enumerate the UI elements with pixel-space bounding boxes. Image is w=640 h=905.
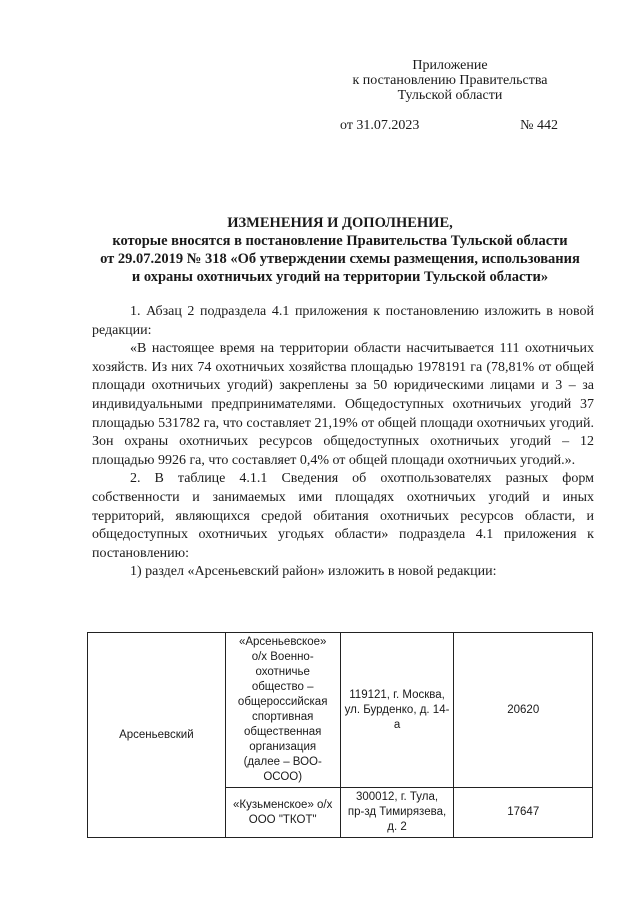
area-cell: 17647 — [454, 788, 593, 838]
title-line: от 29.07.2019 № 318 «Об утверждении схемы размещения, использования — [100, 251, 580, 267]
paragraph: 2. В таблице 4.1.1 Сведения об охотпользователях разных форм собственности и занимаемых ими площадях охотничьих угодий и иных территорий, являющихся средой обитания охотничьих ресурсов области, и общедоступных охотничьих угодьях области» подраздела 4.1 приложения к постановлению: — [92, 471, 594, 561]
title-line: ИЗМЕНЕНИЯ И ДОПОЛНЕНИЕ, — [227, 215, 453, 231]
appendix-line: Приложение — [412, 58, 488, 73]
address-cell: 300012, г. Тула, пр-зд Тимирязева, д. 2 — [340, 788, 454, 838]
owner-cell: «Арсеньевское» о/х Военно- охотничье общество – общероссийская спортивная общественная организация (далее – ВОО-ОСОО) — [225, 633, 340, 788]
decree-date-line — [340, 118, 558, 134]
document-title — [80, 214, 600, 286]
appendix-header — [300, 58, 600, 103]
area-cell: 20620 — [454, 633, 593, 788]
title-line: которые вносятся в постановление Правительства Тульской области — [112, 233, 568, 249]
table-row — [88, 633, 593, 788]
hunting-users-table — [87, 632, 593, 838]
address-cell: 119121, г. Москва, ул. Бурденко, д. 14-а — [340, 633, 454, 788]
decree-number: № 442 — [520, 118, 558, 133]
paragraph: 1) раздел «Арсеньевский район» изложить в новой редакции: — [130, 564, 497, 580]
appendix-line: к постановлению Правительства — [352, 73, 548, 88]
title-line: и охраны охотничьих угодий на территории Тульской области» — [131, 269, 549, 285]
appendix-line: Тульской области — [397, 88, 503, 103]
paragraph: 1. Абзац 2 подраздела 4.1 приложения к постановлению изложить в новой редакции: — [92, 304, 594, 338]
decree-date: от 31.07.2023 — [340, 118, 420, 133]
district-cell: Арсеньевский — [88, 633, 226, 838]
paragraph: «В настоящее время на территории области насчитывается 111 охотничьих хозяйств. Из них 74 охотничьих хозяйства площадью 1978191 га (78,81% от общей площади охотничьих угодий) закреплены за 50 юридическими лицами и 3 – за индивидуальными предпринимателями. Общедоступных охотничьих угодий 37 площадью 531782 га, что составляет 21,19% от общей площади охотничьих угодий. Зон охраны охотничьих ресурсов общедоступных охотничьих угодий – 12 площадью 9926 га, что составляет 0,4% от общей площади охотничьих угодий.». — [92, 341, 594, 468]
owner-cell: «Кузьменское» о/х ООО "ТКОТ" — [225, 788, 340, 838]
document-body — [92, 303, 594, 582]
